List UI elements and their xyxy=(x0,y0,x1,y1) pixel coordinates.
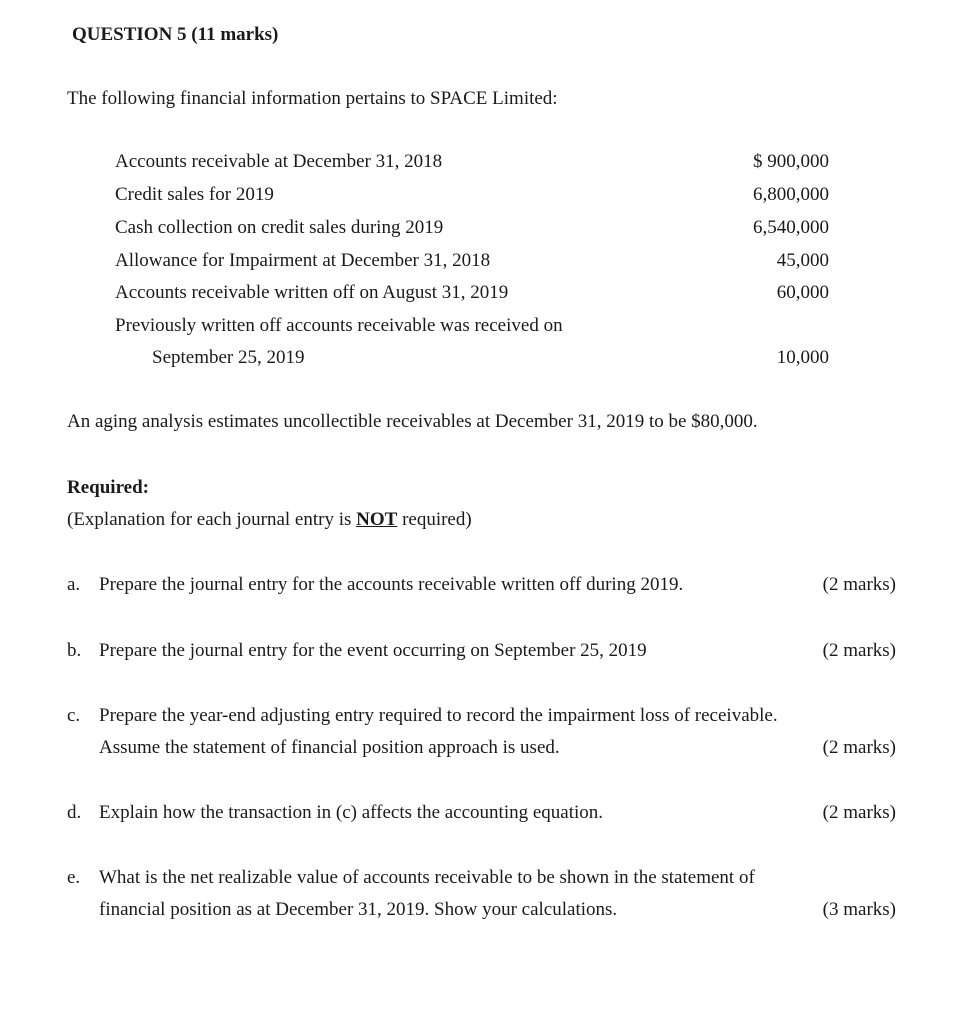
question-text: Prepare the journal entry for the event occurring on September 25, 2019 xyxy=(99,640,647,661)
intro-text: The following financial information pertains to SPACE Limited: xyxy=(67,88,558,109)
info-value: $ 900,000 xyxy=(753,151,829,172)
question-text: Prepare the journal entry for the accounts receivable written off during 2019. xyxy=(99,574,684,595)
info-value: 45,000 xyxy=(776,250,829,271)
info-label: Accounts receivable written off on August 31, 2019 xyxy=(115,282,509,303)
question-text: What is the net realizable value of accounts receivable to be shown in the statement of xyxy=(99,867,755,888)
question-marks: (2 marks) xyxy=(822,737,896,758)
question-text-continued: Assume the statement of financial position approach is used. xyxy=(99,737,560,758)
question-marks: (2 marks) xyxy=(822,574,896,595)
required-note-post: required) xyxy=(397,509,472,530)
info-label: Accounts receivable at December 31, 2018 xyxy=(115,151,443,172)
required-note-emphasis: NOT xyxy=(356,509,398,530)
question-text-continued: financial position as at December 31, 2019. Show your calculations. xyxy=(99,899,618,920)
info-label: Previously written off accounts receivable was received on xyxy=(115,315,563,336)
question-text: Explain how the transaction in (c) affects the accounting equation. xyxy=(99,802,604,823)
question-marks: (2 marks) xyxy=(822,640,896,661)
info-value: 6,540,000 xyxy=(753,217,829,238)
aging-analysis-text: An aging analysis estimates uncollectible receivables at December 31, 2019 to be $80,000. xyxy=(67,411,758,432)
question-text: Prepare the year-end adjusting entry required to record the impairment loss of receivable. xyxy=(99,705,778,726)
question-letter: a. xyxy=(67,574,81,595)
info-value: 60,000 xyxy=(776,282,829,303)
question-marks: (3 marks) xyxy=(822,899,896,920)
info-value: 6,800,000 xyxy=(753,184,829,205)
required-note xyxy=(67,509,472,531)
question-title: QUESTION 5 (11 marks) xyxy=(72,24,279,45)
required-heading: Required: xyxy=(67,477,149,498)
question-letter: d. xyxy=(67,802,82,823)
info-value: 10,000 xyxy=(776,347,829,368)
question-marks: (2 marks) xyxy=(822,802,896,823)
info-label: Allowance for Impairment at December 31, 2018 xyxy=(115,250,491,271)
info-label: Credit sales for 2019 xyxy=(115,184,274,205)
required-note-pre: (Explanation for each journal entry is xyxy=(67,509,357,530)
question-letter: c. xyxy=(67,705,81,726)
question-letter: b. xyxy=(67,640,82,661)
info-label: Cash collection on credit sales during 2019 xyxy=(115,217,444,238)
info-label-continued: September 25, 2019 xyxy=(152,347,305,368)
question-letter: e. xyxy=(67,867,81,888)
